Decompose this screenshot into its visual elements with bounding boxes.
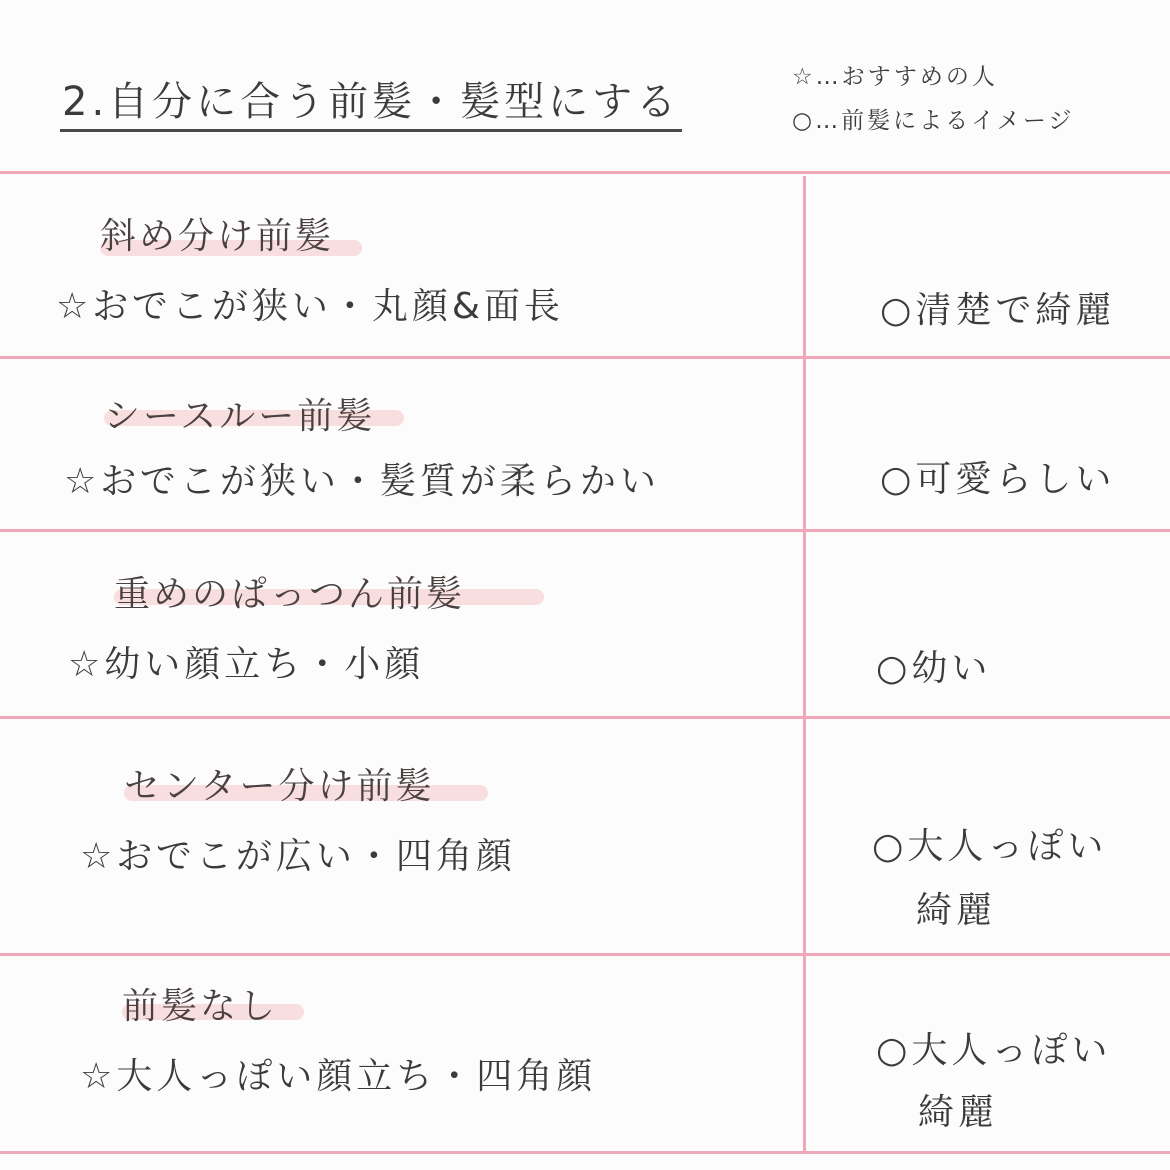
bang-style-name: シースルー前髪 <box>104 396 376 437</box>
recommended-for: ☆おでこが狭い・髪質が柔らかい <box>64 461 660 502</box>
bang-image: ○大人っぽい <box>872 826 1108 867</box>
table-bottom-divider <box>0 1151 1170 1154</box>
bang-image: ○幼い <box>876 648 992 689</box>
bang-style-name: 前髪なし <box>122 986 279 1027</box>
recommended-for: ☆おでこが広い・四角顔 <box>80 836 516 877</box>
bang-style-name: 重めのぱっつん前髪 <box>114 574 466 615</box>
recommended-for: ☆おでこが狭い・丸顔&面長 <box>56 286 564 327</box>
recommended-for: ☆大人っぽい顔立ち・四角顔 <box>80 1056 597 1097</box>
bang-image: ○可愛らしい <box>880 459 1116 500</box>
column-divider <box>803 176 806 1154</box>
bang-image-line2: 綺麗 <box>918 1092 999 1133</box>
bang-image-line2: 綺麗 <box>916 890 997 931</box>
bang-style-name: 斜め分け前髪 <box>100 216 335 257</box>
row-divider <box>0 953 1170 956</box>
row-divider <box>0 529 1170 532</box>
title-underline <box>60 129 682 132</box>
bang-style-name: センター分け前髪 <box>124 766 435 807</box>
page-title: 2.自分に合う前髪・髪型にする <box>62 79 681 125</box>
bang-image: ○大人っぽい <box>876 1030 1112 1071</box>
legend-star: ☆…おすすめの人 <box>792 64 998 90</box>
row-divider <box>0 716 1170 719</box>
table-top-divider <box>0 171 1170 174</box>
recommended-for: ☆幼い顔立ち・小顔 <box>68 644 425 685</box>
legend-circle: ○…前髪によるイメージ <box>792 108 1075 134</box>
row-divider <box>0 356 1170 359</box>
bang-image: ○清楚で綺麗 <box>880 290 1116 331</box>
